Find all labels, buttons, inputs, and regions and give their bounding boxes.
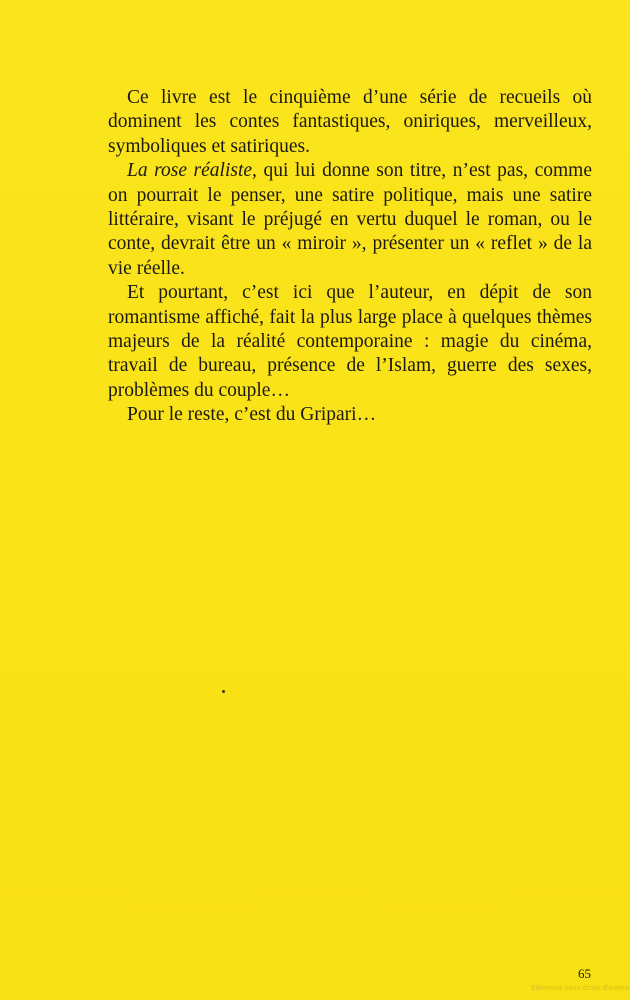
- page-number: 65: [578, 966, 591, 981]
- paragraph-2: [108, 159, 592, 281]
- back-cover-text: [108, 86, 592, 428]
- paragraph-2-text: , qui lui donne son titre, n’est pas, comme on pourrait le penser, une satire politique, mais une satire littéraire, visant le préjugé en vertu duquel le roman, ou le conte, devrait être un « miroir », présenter un « reflet » de la vie réelle.: [108, 160, 592, 279]
- paragraph-4: Pour le reste, c’est du Gripari…: [127, 404, 377, 426]
- copyright-watermark: Eléments sous droits d'auteur: [531, 983, 630, 992]
- book-title-italic: La rose réaliste: [127, 160, 253, 182]
- ink-speck: [222, 690, 225, 693]
- paragraph-3: Et pourtant, c’est ici que l’auteur, en dépit de son romantisme affiché, fait la plus large place à quelques thèmes majeurs de la réalité contemporaine : magie du cinéma, travail de bureau, présence de l’Islam, guerre des sexes, problèmes du couple…: [108, 282, 592, 401]
- paragraph-1: Ce livre est le cinquième d’une série de recueils où dominent les contes fantastiques, oniriques, merveilleux, symboliques et satiriques.: [108, 87, 592, 157]
